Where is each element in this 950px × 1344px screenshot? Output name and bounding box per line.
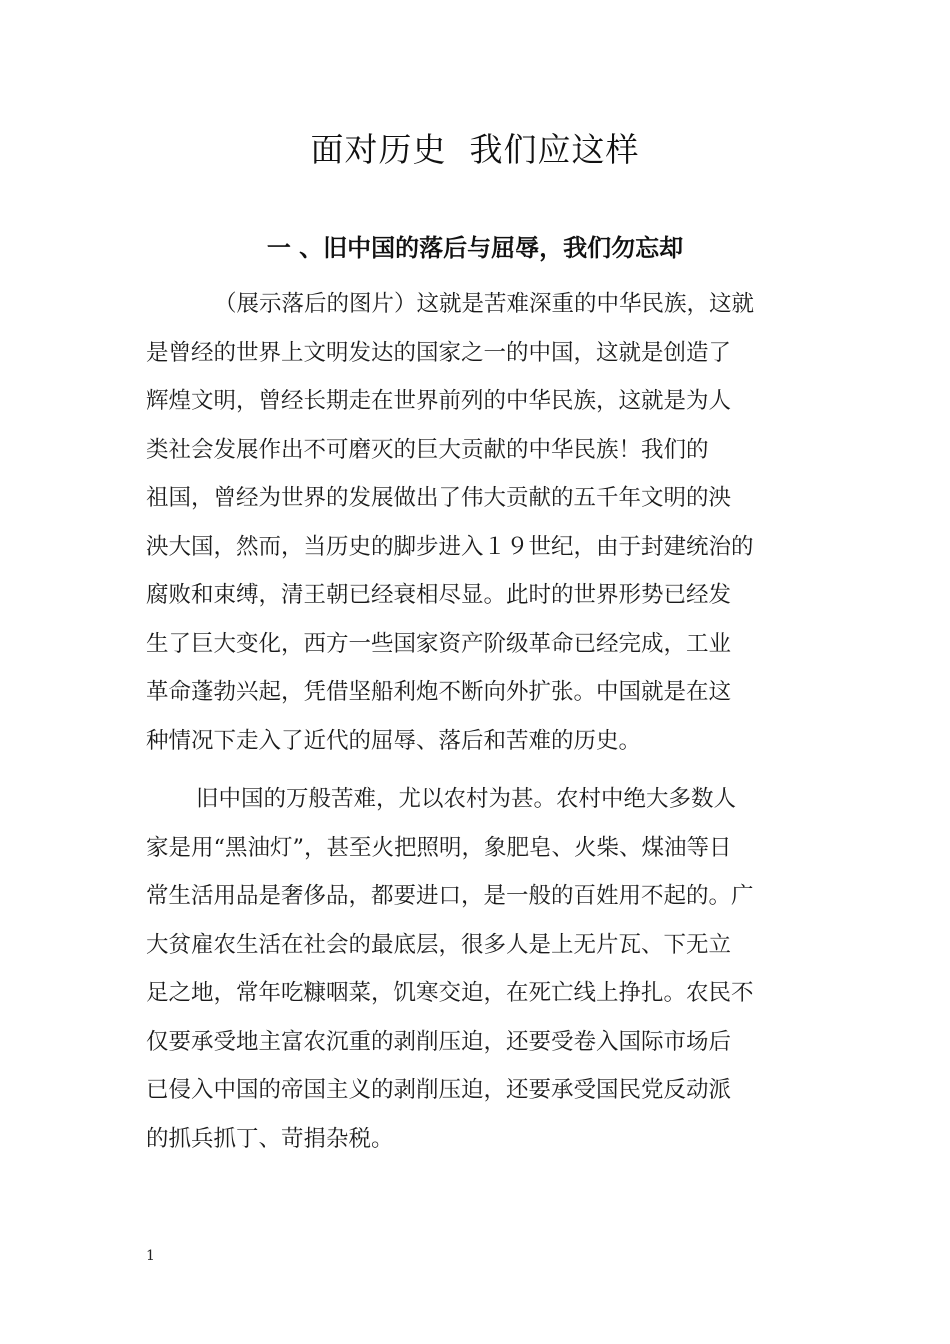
paragraph-line: 大贫雇农生活在社会的最底层，很多人是上无片瓦、下无立: [146, 931, 732, 958]
paragraph-line: 的抓兵抓丁、苛捐杂税。: [146, 1125, 394, 1152]
paragraph-line: 仅要承受地主富农沉重的剥削压迫，还要受卷入国际市场后: [146, 1028, 732, 1055]
paragraph-line: 家是用“黑油灯”，甚至火把照明，象肥皂、火柴、煤油等日: [146, 834, 732, 861]
paragraph-line: 已侵入中国的帝国主义的剥削压迫，还要承受国民党反动派: [146, 1077, 732, 1103]
paragraph-1: [146, 280, 806, 765]
paragraph-2: [146, 775, 806, 1163]
paragraph-line: 祖国，曾经为世界的发展做出了伟大贡献的五千年文明的泱: [146, 485, 732, 511]
paragraph-line: 类社会发展作出不可磨灭的巨大贡献的中华民族！我们的: [146, 436, 709, 463]
paragraph-line: （展示落后的图片）这就是苦难深重的中华民族，这就: [214, 291, 755, 317]
paragraph-line: 足之地，常年吃糠咽菜，饥寒交迫，在死亡线上挣扎。农民不: [146, 980, 754, 1006]
paragraph-line: 腐败和束缚，清王朝已经衰相尽显。此时的世界形势已经发: [146, 582, 732, 608]
page-number: 1: [146, 1248, 155, 1264]
paragraph-line: 种情况下走入了近代的屈辱、落后和苦难的历史。: [146, 727, 642, 754]
paragraph-line: 革命蓬勃兴起，凭借坚船利炮不断向外扩张。中国就是在这: [146, 679, 732, 705]
paragraph-line: 泱大国，然而，当历史的脚步进入１９世纪，由于封建统治的: [146, 533, 754, 560]
paragraph-line: 是曾经的世界上文明发达的国家之一的中国，这就是创造了: [146, 339, 732, 366]
section-heading: 一 、旧中国的落后与屈辱，我们勿忘却: [266, 234, 684, 262]
paragraph-line: 生了巨大变化，西方一些国家资产阶级革命已经完成，工业: [146, 630, 732, 657]
document-title: 面对历史 我们应这样: [310, 130, 640, 169]
paragraph-line: 常生活用品是奢侈品，都要进口，是一般的百姓用不起的。广: [146, 883, 754, 909]
paragraph-line: 旧中国的万般苦难，尤以农村为甚。农村中绝大多数人: [196, 786, 737, 812]
paragraph-line: 辉煌文明，曾经长期走在世界前列的中华民族，这就是为人: [146, 388, 732, 414]
